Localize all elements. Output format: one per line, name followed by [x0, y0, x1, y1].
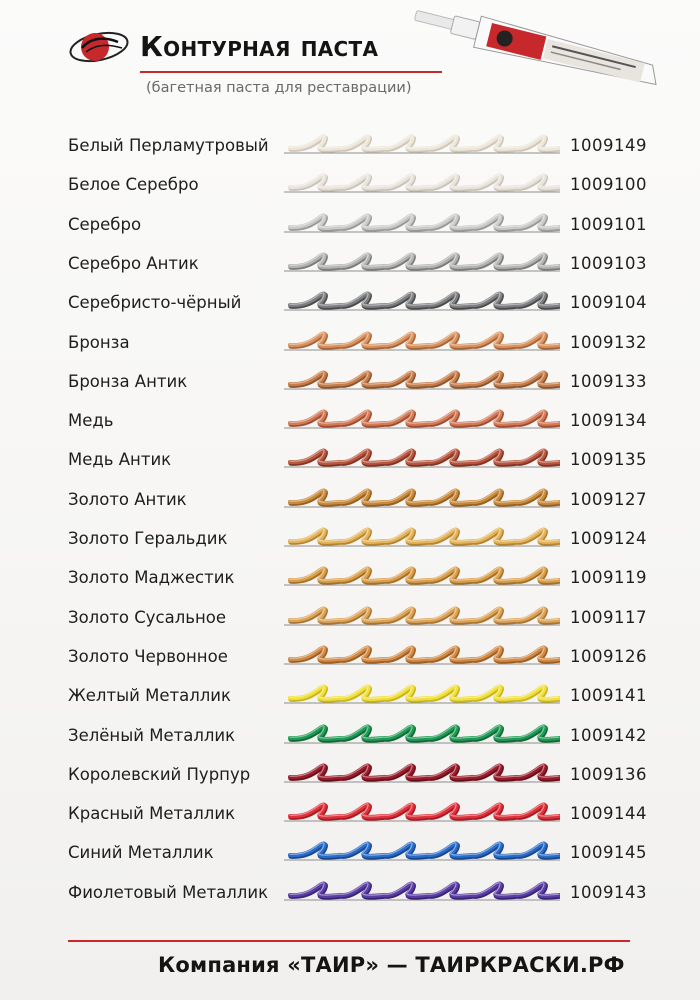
- color-swatch: [284, 246, 560, 280]
- color-name: Фиолетовый Металлик: [68, 882, 269, 902]
- article-code: 1009127: [570, 489, 647, 509]
- list-item: [0, 482, 700, 518]
- color-name: Красный Металлик: [68, 804, 236, 824]
- article-code: 1009104: [570, 293, 647, 313]
- brand-logo-icon: [68, 26, 130, 68]
- list-item: [0, 128, 700, 164]
- color-name: Серебро Антик: [68, 253, 199, 273]
- color-name: Бронза: [68, 332, 130, 352]
- color-swatch: [284, 678, 560, 712]
- list-item: [0, 639, 700, 675]
- color-swatch: [284, 364, 560, 398]
- list-item: [0, 678, 700, 714]
- list-item: [0, 403, 700, 439]
- color-name: Зелёный Металлик: [68, 725, 236, 745]
- list-item: [0, 521, 700, 557]
- page-title: Контурная паста: [140, 30, 379, 63]
- color-swatch: [284, 639, 560, 673]
- list-item: [0, 325, 700, 361]
- color-swatch: [284, 442, 560, 476]
- color-name: Медь: [68, 411, 114, 431]
- color-name: Золото Маджестик: [68, 568, 235, 588]
- page-subtitle: (багетная паста для реставрации): [146, 80, 412, 96]
- color-swatch: [284, 128, 560, 162]
- color-swatch: [284, 403, 560, 437]
- list-item: [0, 757, 700, 793]
- article-code: 1009124: [570, 529, 647, 548]
- article-code: 1009143: [570, 882, 647, 902]
- color-name: Королевский Пурпур: [68, 764, 251, 784]
- color-swatch: [284, 835, 560, 869]
- color-swatch: [284, 285, 560, 319]
- article-code: 1009100: [570, 175, 647, 195]
- article-code: 1009132: [570, 332, 647, 352]
- color-swatch: [284, 875, 560, 909]
- color-name: Золото Геральдик: [68, 529, 228, 548]
- list-item: [0, 875, 700, 911]
- color-swatch: [284, 325, 560, 359]
- article-code: 1009145: [570, 843, 647, 863]
- footer-divider: [68, 940, 630, 942]
- list-item: [0, 167, 700, 203]
- article-code: 1009135: [570, 450, 647, 470]
- color-name: Золото Антик: [68, 489, 187, 509]
- article-code: 1009133: [570, 371, 647, 391]
- list-item: [0, 796, 700, 832]
- list-item: [0, 207, 700, 243]
- article-code: 1009142: [570, 725, 647, 745]
- color-name: Золото Червонное: [68, 646, 228, 666]
- paste-tube-icon: [402, 8, 682, 100]
- color-swatch: [284, 560, 560, 594]
- color-name: Серебристо-чёрный: [68, 293, 242, 313]
- color-swatch: [284, 757, 560, 791]
- color-swatch: [284, 600, 560, 634]
- list-item: [0, 246, 700, 282]
- article-code: 1009101: [570, 214, 647, 234]
- color-name: Желтый Металлик: [68, 686, 231, 706]
- article-code: 1009126: [570, 646, 647, 666]
- list-item: [0, 835, 700, 871]
- article-code: 1009117: [570, 607, 647, 627]
- list-item: [0, 442, 700, 478]
- color-swatch: [284, 482, 560, 516]
- color-swatch: [284, 207, 560, 241]
- color-swatch: [284, 718, 560, 752]
- list-item: [0, 600, 700, 636]
- article-code: 1009136: [570, 764, 647, 784]
- list-item: [0, 718, 700, 754]
- color-name: Белый Перламутровый: [68, 136, 269, 155]
- color-name: Бронза Антик: [68, 371, 188, 391]
- article-code: 1009103: [570, 253, 647, 273]
- list-item: [0, 364, 700, 400]
- article-code: 1009149: [570, 136, 647, 155]
- list-item: [0, 560, 700, 596]
- color-name: Серебро: [68, 214, 142, 234]
- title-underline: [140, 71, 442, 73]
- footer-company: Компания «ТАИР» — ТАИРКРАСКИ.РФ: [158, 953, 625, 977]
- color-name: Синий Металлик: [68, 843, 214, 863]
- color-swatch: [284, 521, 560, 555]
- color-name: Белое Серебро: [68, 175, 199, 195]
- article-code: 1009134: [570, 411, 647, 431]
- color-swatch: [284, 796, 560, 830]
- article-code: 1009144: [570, 804, 647, 824]
- color-name: Золото Сусальное: [68, 607, 227, 627]
- article-code: 1009119: [570, 568, 647, 588]
- color-swatch: [284, 167, 560, 201]
- list-item: [0, 285, 700, 321]
- article-code: 1009141: [570, 686, 647, 706]
- color-name: Медь Антик: [68, 450, 172, 470]
